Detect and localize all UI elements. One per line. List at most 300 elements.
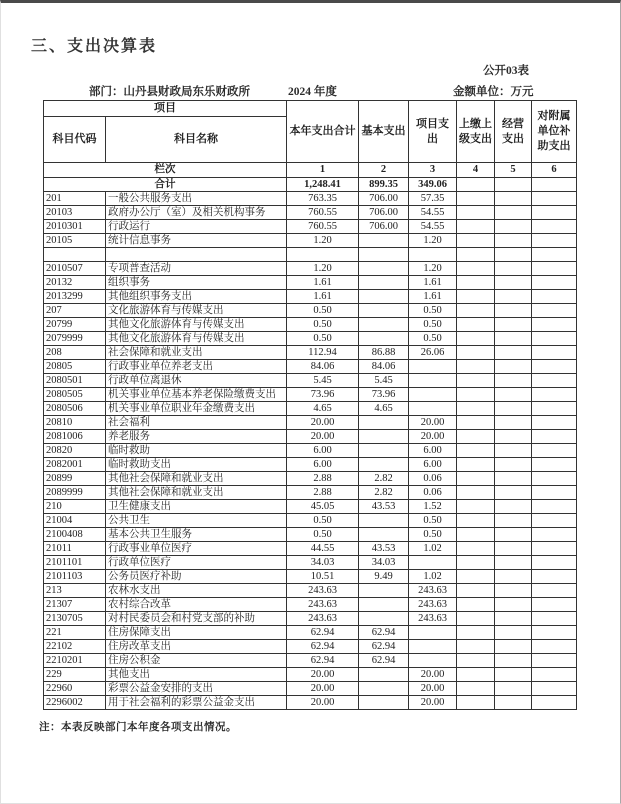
project-exp-cell: 0.50 <box>409 304 457 318</box>
header-col-annual-total: 本年支出合计 <box>287 101 359 163</box>
basic-exp-cell: 34.03 <box>359 556 409 570</box>
affiliated-cell <box>532 570 577 584</box>
project-exp-cell: 1.02 <box>409 570 457 584</box>
upper-level-cell <box>457 528 495 542</box>
project-exp-cell: 20.00 <box>409 668 457 682</box>
unit-label: 金额单位：万元 <box>453 86 534 98</box>
subject-name-cell: 用于社会福利的彩票公益金支出 <box>106 696 287 710</box>
subject-code-cell: 21004 <box>44 514 106 528</box>
project-exp-cell <box>409 626 457 640</box>
basic-exp-cell: 62.94 <box>359 626 409 640</box>
subject-name-cell: 行政运行 <box>106 220 287 234</box>
basic-exp-cell <box>359 696 409 710</box>
project-exp-cell: 6.00 <box>409 458 457 472</box>
upper-level-cell <box>457 668 495 682</box>
operating-cell <box>495 206 532 220</box>
project-exp-cell: 1.52 <box>409 500 457 514</box>
project-exp-cell: 54.55 <box>409 206 457 220</box>
subject-name-cell: 住房改革支出 <box>106 640 287 654</box>
operating-cell <box>495 416 532 430</box>
subject-name-cell: 统计信息事务 <box>106 234 287 248</box>
project-exp-cell: 0.06 <box>409 486 457 500</box>
operating-cell <box>495 556 532 570</box>
table-body <box>44 178 577 710</box>
upper-level-cell <box>457 290 495 304</box>
annual-total-cell: 1.20 <box>287 262 359 276</box>
subject-code-cell: 22960 <box>44 682 106 696</box>
table-row <box>44 640 577 654</box>
subject-code-cell: 2210201 <box>44 654 106 668</box>
operating-cell <box>495 360 532 374</box>
operating-cell <box>495 584 532 598</box>
header-col-upper-level: 上缴上级支出 <box>457 101 495 163</box>
affiliated-cell <box>532 472 577 486</box>
project-exp-cell <box>409 374 457 388</box>
subject-name-cell: 社会福利 <box>106 416 287 430</box>
subject-code-cell: 229 <box>44 668 106 682</box>
page-title: 三、支出决算表 <box>31 38 158 55</box>
subject-name-cell: 组织事务 <box>106 276 287 290</box>
project-exp-cell: 0.50 <box>409 332 457 346</box>
annual-total-cell: 4.65 <box>287 402 359 416</box>
annual-total-cell: 2.88 <box>287 472 359 486</box>
table-row <box>44 304 577 318</box>
subject-code-cell: 2100408 <box>44 528 106 542</box>
subject-name-cell: 彩票公益金安排的支出 <box>106 682 287 696</box>
annual-total-cell: 6.00 <box>287 458 359 472</box>
subject-code-cell: 2081006 <box>44 430 106 444</box>
operating-cell <box>495 472 532 486</box>
fiscal-year-label: 2024 年度 <box>288 86 337 98</box>
basic-exp-cell: 73.96 <box>359 388 409 402</box>
table-row <box>44 500 577 514</box>
upper-level-cell <box>457 360 495 374</box>
subject-code-cell: 2080501 <box>44 374 106 388</box>
annual-total-cell: 44.55 <box>287 542 359 556</box>
annual-total-cell: 20.00 <box>287 430 359 444</box>
operating-cell <box>495 696 532 710</box>
subject-name-cell: 其他社会保障和就业支出 <box>106 472 287 486</box>
subject-code-cell: 2130705 <box>44 612 106 626</box>
project-exp-cell <box>409 402 457 416</box>
annual-total-cell: 73.96 <box>287 388 359 402</box>
table-row <box>44 276 577 290</box>
lanci-col-5: 5 <box>495 163 532 178</box>
table-row <box>44 262 577 276</box>
project-exp-cell <box>409 360 457 374</box>
upper-level-cell <box>457 430 495 444</box>
subject-code-cell: 221 <box>44 626 106 640</box>
upper-level-cell <box>457 248 495 262</box>
lanci-col-2: 2 <box>359 163 409 178</box>
affiliated-cell <box>532 248 577 262</box>
annual-total-cell: 0.50 <box>287 514 359 528</box>
affiliated-cell <box>532 612 577 626</box>
affiliated-cell <box>532 668 577 682</box>
annual-total-cell: 62.94 <box>287 626 359 640</box>
annual-total-cell: 0.50 <box>287 528 359 542</box>
subject-code-cell: 2010301 <box>44 220 106 234</box>
upper-level-cell <box>457 514 495 528</box>
department-label: 部门：山丹县财政局东乐财政所 <box>89 86 250 98</box>
subject-code-cell: 2079999 <box>44 332 106 346</box>
subject-code-cell: 21011 <box>44 542 106 556</box>
affiliated-cell <box>532 430 577 444</box>
subject-name-cell: 农林水支出 <box>106 584 287 598</box>
affiliated-cell <box>532 444 577 458</box>
lanci-col-4: 4 <box>457 163 495 178</box>
basic-exp-cell <box>359 416 409 430</box>
subject-name-cell: 其他文化旅游体育与传媒支出 <box>106 318 287 332</box>
subject-code-cell: 21307 <box>44 598 106 612</box>
annual-total-cell: 112.94 <box>287 346 359 360</box>
affiliated-cell <box>532 276 577 290</box>
subject-name-cell: 文化旅游体育与传媒支出 <box>106 304 287 318</box>
affiliated-cell <box>532 234 577 248</box>
affiliated-cell <box>532 192 577 206</box>
table-row <box>44 570 577 584</box>
total-row <box>44 178 577 192</box>
upper-level-cell <box>457 556 495 570</box>
project-exp-cell: 243.63 <box>409 612 457 626</box>
affiliated-cell <box>532 528 577 542</box>
subject-name-cell: 社会保障和就业支出 <box>106 346 287 360</box>
upper-level-cell <box>457 472 495 486</box>
table-row <box>44 388 577 402</box>
table-row <box>44 528 577 542</box>
basic-exp-cell: 43.53 <box>359 500 409 514</box>
affiliated-cell <box>532 220 577 234</box>
table-row <box>44 458 577 472</box>
header-project-group: 项目 <box>44 101 287 117</box>
table-row <box>44 318 577 332</box>
upper-level-cell <box>457 304 495 318</box>
upper-level-cell <box>457 696 495 710</box>
annual-total-cell: 243.63 <box>287 584 359 598</box>
table-row <box>44 486 577 500</box>
project-exp-cell: 20.00 <box>409 696 457 710</box>
table-row <box>44 234 577 248</box>
subject-code-cell: 208 <box>44 346 106 360</box>
annual-total-cell: 62.94 <box>287 640 359 654</box>
upper-level-cell <box>457 276 495 290</box>
lanci-col-1: 1 <box>287 163 359 178</box>
operating-cell <box>495 514 532 528</box>
basic-exp-cell: 62.94 <box>359 654 409 668</box>
basic-exp-cell <box>359 598 409 612</box>
operating-cell <box>495 682 532 696</box>
upper-level-cell <box>457 640 495 654</box>
upper-level-cell <box>457 626 495 640</box>
basic-exp-cell: 2.82 <box>359 472 409 486</box>
affiliated-cell <box>532 416 577 430</box>
basic-exp-cell: 706.00 <box>359 220 409 234</box>
project-exp-cell <box>409 248 457 262</box>
table-row <box>44 430 577 444</box>
project-exp-cell: 0.50 <box>409 528 457 542</box>
subject-name-cell: 公务员医疗补助 <box>106 570 287 584</box>
upper-level-cell <box>457 346 495 360</box>
basic-exp-cell: 5.45 <box>359 374 409 388</box>
subject-name-cell: 一般公共服务支出 <box>106 192 287 206</box>
total-annual-value: 1,248.41 <box>287 178 359 192</box>
subject-name-cell: 其他组织事务支出 <box>106 290 287 304</box>
operating-cell <box>495 192 532 206</box>
annual-total-cell: 10.51 <box>287 570 359 584</box>
project-exp-cell: 243.63 <box>409 598 457 612</box>
header-col-basic: 基本支出 <box>359 101 409 163</box>
project-exp-cell: 1.20 <box>409 234 457 248</box>
affiliated-cell <box>532 682 577 696</box>
table-row <box>44 542 577 556</box>
annual-total-cell: 1.20 <box>287 234 359 248</box>
annual-total-cell: 243.63 <box>287 598 359 612</box>
upper-level-cell <box>457 654 495 668</box>
annual-total-cell: 1.61 <box>287 276 359 290</box>
lanci-col-6: 6 <box>532 163 577 178</box>
subject-code-cell: 210 <box>44 500 106 514</box>
subject-code-cell: 2101103 <box>44 570 106 584</box>
lanci-label: 栏次 <box>44 163 287 178</box>
annual-total-cell: 20.00 <box>287 682 359 696</box>
operating-cell <box>495 220 532 234</box>
affiliated-cell <box>532 290 577 304</box>
subject-code-cell: 207 <box>44 304 106 318</box>
affiliated-cell <box>532 388 577 402</box>
project-exp-cell: 1.61 <box>409 290 457 304</box>
basic-exp-cell <box>359 304 409 318</box>
project-exp-cell: 1.20 <box>409 262 457 276</box>
upper-level-cell <box>457 374 495 388</box>
subject-name-cell: 对村民委员会和村党支部的补助 <box>106 612 287 626</box>
table-row <box>44 556 577 570</box>
affiliated-cell <box>532 332 577 346</box>
subject-code-cell: 213 <box>44 584 106 598</box>
operating-cell <box>495 570 532 584</box>
project-exp-cell: 26.06 <box>409 346 457 360</box>
operating-cell <box>495 528 532 542</box>
header-col-project-exp: 项目支出 <box>409 101 457 163</box>
table-row <box>44 612 577 626</box>
table-row <box>44 472 577 486</box>
basic-exp-cell: 84.06 <box>359 360 409 374</box>
project-exp-cell: 54.55 <box>409 220 457 234</box>
header-subject-code: 科目代码 <box>44 117 106 163</box>
total-label: 合计 <box>44 178 287 192</box>
operating-cell <box>495 290 532 304</box>
affiliated-cell <box>532 262 577 276</box>
basic-exp-cell: 86.88 <box>359 346 409 360</box>
annual-total-cell: 84.06 <box>287 360 359 374</box>
total-affiliated-value <box>532 178 577 192</box>
operating-cell <box>495 388 532 402</box>
upper-level-cell <box>457 318 495 332</box>
subject-name-cell: 行政事业单位医疗 <box>106 542 287 556</box>
basic-exp-cell <box>359 444 409 458</box>
table-row <box>44 584 577 598</box>
subject-name-cell: 临时救助支出 <box>106 458 287 472</box>
upper-level-cell <box>457 542 495 556</box>
operating-cell <box>495 626 532 640</box>
annual-total-cell: 0.50 <box>287 318 359 332</box>
upper-level-cell <box>457 220 495 234</box>
affiliated-cell <box>532 402 577 416</box>
affiliated-cell <box>532 598 577 612</box>
affiliated-cell <box>532 514 577 528</box>
basic-exp-cell: 706.00 <box>359 192 409 206</box>
subject-name-cell: 基本公共卫生服务 <box>106 528 287 542</box>
project-exp-cell: 20.00 <box>409 430 457 444</box>
basic-exp-cell <box>359 528 409 542</box>
upper-level-cell <box>457 584 495 598</box>
table-row <box>44 598 577 612</box>
basic-exp-cell <box>359 262 409 276</box>
upper-level-cell <box>457 234 495 248</box>
annual-total-cell: 20.00 <box>287 416 359 430</box>
subject-code-cell: 20820 <box>44 444 106 458</box>
basic-exp-cell: 2.82 <box>359 486 409 500</box>
subject-code-cell: 2080505 <box>44 388 106 402</box>
form-code-label: 公开03表 <box>483 65 529 77</box>
affiliated-cell <box>532 346 577 360</box>
subject-code-cell: 2013299 <box>44 290 106 304</box>
project-exp-cell: 20.00 <box>409 416 457 430</box>
subject-name-cell: 公共卫生 <box>106 514 287 528</box>
subject-name-cell: 临时救助 <box>106 444 287 458</box>
upper-level-cell <box>457 486 495 500</box>
subject-code-cell: 20799 <box>44 318 106 332</box>
affiliated-cell <box>532 654 577 668</box>
basic-exp-cell <box>359 248 409 262</box>
annual-total-cell: 763.35 <box>287 192 359 206</box>
basic-exp-cell <box>359 584 409 598</box>
total-operating-value <box>495 178 532 192</box>
subject-name-cell: 其他社会保障和就业支出 <box>106 486 287 500</box>
subject-name-cell: 机关事业单位职业年金缴费支出 <box>106 402 287 416</box>
subject-code-cell: 20899 <box>44 472 106 486</box>
upper-level-cell <box>457 682 495 696</box>
annual-total-cell: 0.50 <box>287 332 359 346</box>
subject-code-cell: 2082001 <box>44 458 106 472</box>
operating-cell <box>495 444 532 458</box>
operating-cell <box>495 668 532 682</box>
table-row <box>44 360 577 374</box>
affiliated-cell <box>532 640 577 654</box>
project-exp-cell: 1.02 <box>409 542 457 556</box>
table-note: 注：本表反映部门本年度各项支出情况。 <box>39 722 237 733</box>
table-row <box>44 668 577 682</box>
table-row <box>44 402 577 416</box>
operating-cell <box>495 542 532 556</box>
subject-name-cell: 其他支出 <box>106 668 287 682</box>
table-row <box>44 346 577 360</box>
basic-exp-cell <box>359 430 409 444</box>
project-exp-cell <box>409 640 457 654</box>
subject-name-cell: 机关事业单位基本养老保险缴费支出 <box>106 388 287 402</box>
operating-cell <box>495 374 532 388</box>
subject-name-cell: 政府办公厅（室）及相关机构事务 <box>106 206 287 220</box>
table-row <box>44 192 577 206</box>
basic-exp-cell <box>359 318 409 332</box>
upper-level-cell <box>457 598 495 612</box>
expenditure-table <box>43 100 577 710</box>
header-subject-name: 科目名称 <box>106 117 287 163</box>
affiliated-cell <box>532 584 577 598</box>
subject-code-cell: 20105 <box>44 234 106 248</box>
total-upper-value <box>457 178 495 192</box>
basic-exp-cell: 43.53 <box>359 542 409 556</box>
annual-total-cell: 45.05 <box>287 500 359 514</box>
basic-exp-cell: 706.00 <box>359 206 409 220</box>
upper-level-cell <box>457 206 495 220</box>
table-row <box>44 682 577 696</box>
subject-code-cell: 20805 <box>44 360 106 374</box>
project-exp-cell: 243.63 <box>409 584 457 598</box>
project-exp-cell <box>409 654 457 668</box>
project-exp-cell: 0.50 <box>409 514 457 528</box>
operating-cell <box>495 486 532 500</box>
total-project-value: 349.06 <box>409 178 457 192</box>
annual-total-cell: 20.00 <box>287 696 359 710</box>
annual-total-cell: 34.03 <box>287 556 359 570</box>
affiliated-cell <box>532 500 577 514</box>
subject-name-cell: 行政单位医疗 <box>106 556 287 570</box>
annual-total-cell: 243.63 <box>287 612 359 626</box>
table-row <box>44 416 577 430</box>
basic-exp-cell <box>359 332 409 346</box>
annual-total-cell: 6.00 <box>287 444 359 458</box>
project-exp-cell: 1.61 <box>409 276 457 290</box>
project-exp-cell <box>409 556 457 570</box>
subject-name-cell: 专项普查活动 <box>106 262 287 276</box>
operating-cell <box>495 654 532 668</box>
subject-code-cell: 22102 <box>44 640 106 654</box>
operating-cell <box>495 430 532 444</box>
upper-level-cell <box>457 262 495 276</box>
upper-level-cell <box>457 388 495 402</box>
basic-exp-cell <box>359 612 409 626</box>
subject-code-cell: 20103 <box>44 206 106 220</box>
affiliated-cell <box>532 542 577 556</box>
upper-level-cell <box>457 500 495 514</box>
basic-exp-cell <box>359 276 409 290</box>
subject-code-cell: 201 <box>44 192 106 206</box>
header-col-operating: 经营支出 <box>495 101 532 163</box>
operating-cell <box>495 304 532 318</box>
operating-cell <box>495 248 532 262</box>
upper-level-cell <box>457 458 495 472</box>
basic-exp-cell <box>359 668 409 682</box>
subject-code-cell: 2089999 <box>44 486 106 500</box>
affiliated-cell <box>532 360 577 374</box>
table-row <box>44 206 577 220</box>
subject-code-cell: 2010507 <box>44 262 106 276</box>
basic-exp-cell <box>359 514 409 528</box>
annual-total-cell: 2.88 <box>287 486 359 500</box>
table-row <box>44 514 577 528</box>
operating-cell <box>495 346 532 360</box>
annual-total-cell: 62.94 <box>287 654 359 668</box>
upper-level-cell <box>457 416 495 430</box>
affiliated-cell <box>532 304 577 318</box>
operating-cell <box>495 612 532 626</box>
project-exp-cell <box>409 388 457 402</box>
operating-cell <box>495 276 532 290</box>
table-row <box>44 374 577 388</box>
basic-exp-cell: 9.49 <box>359 570 409 584</box>
subject-code-cell: 2296002 <box>44 696 106 710</box>
annual-total-cell: 1.61 <box>287 290 359 304</box>
